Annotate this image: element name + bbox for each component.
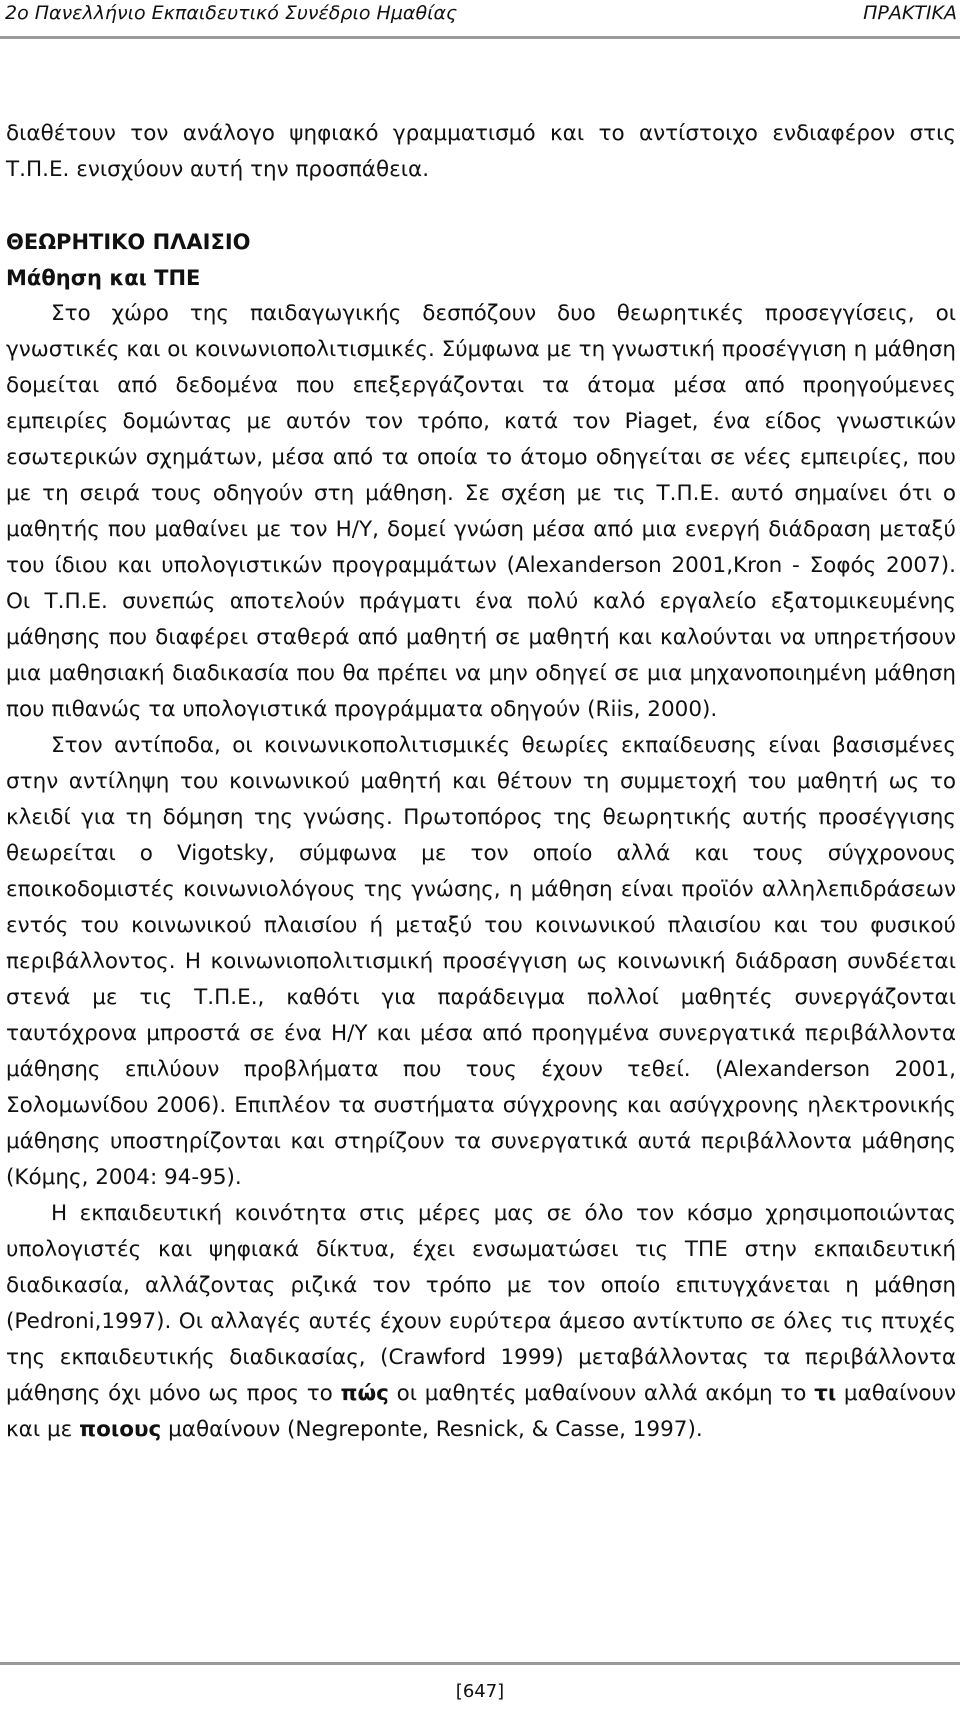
emphasis-what: τι: [814, 1381, 837, 1406]
paragraph-text: μαθαίνουν και με: [6, 1381, 956, 1442]
paragraph-cognitive-theories: Στο χώρο της παιδαγωγικής δεσπόζουν δυο θεωρητικές προσεγγίσεις, οι γνωστικές και οι κοινωνιοπολιτισμικές. Σύμφωνα με τη γνωστική προσέγγιση η μάθηση δομείται από δεδομένα που επεξεργάζονται τα άτομα μέσα από προηγούμενες εμπειρίες δομώντας με αυτόν τον τρόπο, κατά τον Piaget, ένα είδος γνωστικών εσωτερικών σχημάτων, μέσα από τα οποία το άτομο οδηγείται σε νέες εμπειρίες, που με τη σειρά τους οδηγούν στη μάθηση. Σε σχέση με τις Τ.Π.Ε. αυτό σημαίνει ότι ο μαθητής που μαθαίνει με τον Η/Υ, δομεί γνώση μέσα από μια ενεργή διάδραση μεταξύ του ίδιου και υπολογιστικών προγραμμάτων (Alexanderson 2001,Kron - Σοφός 2007). Οι Τ.Π.Ε. συνεπώς αποτελούν πράγματι ένα πολύ καλό εργαλείο εξατομικευμένης μάθησης που διαφέρει σταθερά από μαθητή σε μαθητή και καλούνται να υπηρετήσουν μια μαθησιακή διαδικασία που θα πρέπει να μην οδηγεί σε μια μηχανοποιημένη μάθηση που πιθανώς τα υπολογιστικά προγράμματα οδηγούν (Riis, 2000).: [6, 301, 956, 722]
paragraph-sociocultural-theories: Στον αντίποδα, οι κοινωνικοπολιτισμικές θεωρίες εκπαίδευσης είναι βασισμένες στην αντίληψη του κοινωνικού μαθητή και θέτουν τη συμμετοχή του μαθητή ως το κλειδί για τη δόμηση της γνώσης. Πρωτοπόρος της θεωρητικής αυτής προσέγγισης θεωρείται ο Vigotsky, σύμφωνα με τον οποίο αλλά και τους σύγχρονους εποικοδομιστές κοινωνιολόγους της γνώσης, η μάθηση είναι προϊόν αλληλεπιδράσεων εντός του κοινωνικού πλαισίου ή μεταξύ του κοινωνικού πλαισίου και του φυσικού περιβάλλοντος. Η κοινωνιοπολιτισμική προσέγγιση ως κοινωνική διάδραση συνδέεται στενά με τις Τ.Π.Ε., καθότι για παράδειγμα πολλοί μαθητές συνεργάζονται ταυτόχρονα μπροστά σε ένα Η/Υ και μέσα από προηγμένα συνεργατικά περιβάλλοντα μάθησης επιλύουν προβλήματα που τους έχουν τεθεί. (Alexanderson 2001, Σολομωνίδου 2006). Επιπλέον τα συστήματα σύγχρονης και ασύγχρονης ηλεκτρονικής μάθησης υποστηρίζονται και στηρίζουν τα συνεργατικά αυτά περιβάλλοντα μάθησης (Κόμης, 2004: 94-95).: [6, 733, 956, 1190]
page-body: [6, 116, 956, 1448]
paragraph-educational-community: [6, 1196, 956, 1448]
paragraph-text: οι μαθητές μαθαίνουν αλλά ακόμη το: [388, 1381, 815, 1406]
spacer: [6, 188, 956, 224]
running-header: [0, 0, 960, 36]
page-number: [647]: [455, 1681, 505, 1702]
subsection-heading: Μάθηση και ΤΠΕ: [6, 266, 201, 290]
conference-title: 2ο Πανελλήνιο Εκπαιδευτικό Συνέδριο Ημαθίας: [5, 2, 458, 24]
intro-paragraph: διαθέτουν τον ανάλογο ψηφιακό γραμματισμό και το αντίστοιχο ενδιαφέρον στις Τ.Π.Ε. ενισχύουν αυτή την προσπάθεια.: [6, 121, 956, 182]
emphasis-whom: ποιους: [79, 1417, 162, 1442]
section-heading: ΘΕΩΡΗΤΙΚΟ ΠΛΑΙΣΙΟ: [6, 230, 251, 254]
proceedings-label: ΠΡΑΚΤΙΚΑ: [863, 2, 957, 24]
paragraph-text: μαθαίνουν (Negreponte, Resnick, & Casse, 1997).: [161, 1417, 703, 1442]
paragraph-text: Η εκπαιδευτική κοινότητα στις μέρες μας σε όλο τον κόσμο χρησιμοποιώντας υπολογιστές και ψηφιακά δίκτυα, έχει ενσωματώσει τις ΤΠΕ στην εκπαιδευτική διαδικασία, αλλάζοντας ριζικά τον τρόπο με τον οποίο επιτυγχάνεται η μάθηση (Pedroni,1997). Οι αλλαγές αυτές έχουν ευρύτερα άμεσο αντίκτυπο σε όλες τις πτυχές της εκπαιδευτικής διαδικασίας, (Crawford 1999) μεταβάλλοντας τα περιβάλλοντα μάθησης όχι μόνο ως προς το: [6, 1201, 956, 1406]
header-divider: [0, 36, 960, 39]
emphasis-how: πώς: [340, 1381, 389, 1406]
footer-divider: [0, 1662, 960, 1665]
